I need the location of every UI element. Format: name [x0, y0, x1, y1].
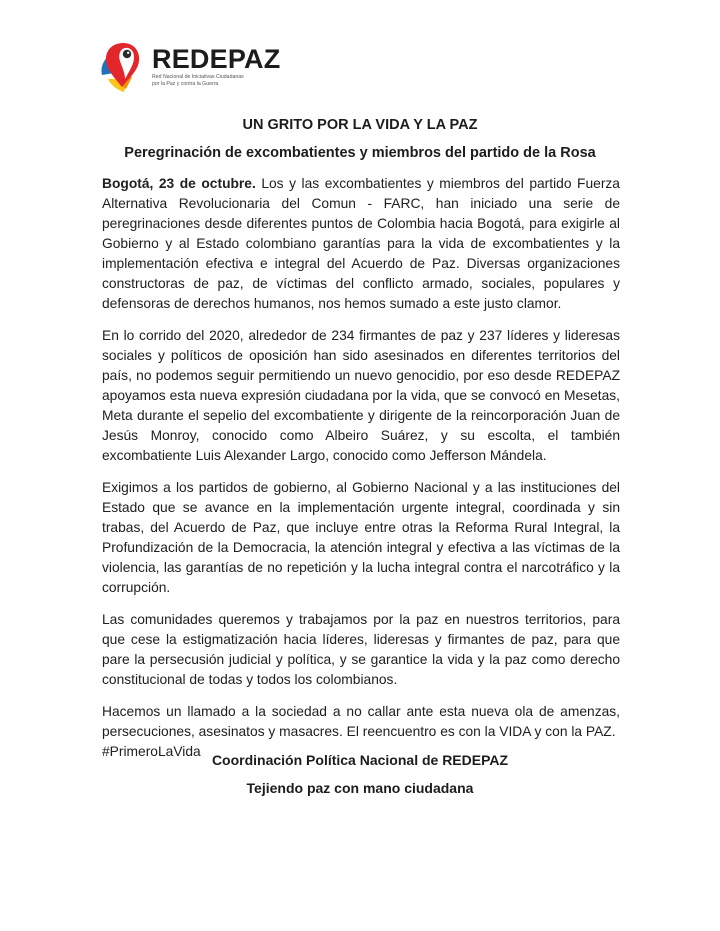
- paragraph-demands: Exigimos a los partidos de gobierno, al Gobierno Nacional y a las instituciones del Estado que se avance en la implementación urgente integral, coordinada y sin trabas, del Acuerdo de Paz, que incluye entre otras la Reforma Rural Integral, la Profundización de la Democracia, la atención integral y efectiva a las víctimas de la violencia, las garantías de no repetición y la lucha integral contra el narcotráfico y la corrupción.: [102, 480, 620, 595]
- paragraph-text: Hacemos un llamado a la sociedad a no callar ante esta nueva ola de amenzas, persecuciones, asesinatos y masacres. El reencuentro es con la VIDA y con la PAZ.: [102, 704, 620, 739]
- document-title: UN GRITO POR LA VIDA Y LA PAZ: [242, 117, 478, 133]
- paragraph-communities: Las comunidades queremos y trabajamos por la paz en nuestros territorios, para que cese la estigmatización hacia líderes, lideresas y firmantes de paz, para que pare la persecusión judicial y política, y se garantice la vida y la paz como derecho constitucional de todas y todos los colombianos.: [102, 612, 620, 687]
- logo-name: REDEPAZ: [152, 43, 281, 74]
- paragraph-text: Los y las excombatientes y miembros del partido Fuerza Alternativa Revolucionaria del Comun - FARC, han iniciado una serie de peregrinaciones desde diferentes puntos de Colombia hacia Bogotá, para exigirle al Gobierno y al Estado colombiano garantías para la vida de excombatientes y la implementación efectiva e integral del Acuerdo de Paz. Diversas organizaciones constructoras de paz, de víctimas del conflicto armado, sociales, populares y defensoras de derechos humanos, nos hemos sumado a este justo clamor.: [102, 176, 620, 311]
- signature-organization: Coordinación Política Nacional de REDEPAZ: [211, 752, 509, 768]
- dateline: Bogotá, 23 de octubre.: [102, 176, 256, 191]
- document-subtitle: Peregrinación de excombatientes y miembros del partido de la Rosa: [124, 145, 596, 161]
- logo-tagline-line1: Red Nacional de Iniciativas Ciudadanas: [152, 73, 244, 80]
- paragraph-intro: [102, 174, 620, 314]
- parrot-pin-icon: [98, 39, 148, 93]
- document-body: [102, 174, 620, 774]
- paragraph-statistics: En lo corrido del 2020, alrededor de 234 firmantes de paz y 237 líderes y lideresas sociales y políticos de oposición han sido asesinados en diferentes territorios del país, no podemos seguir permitiendo un nuevo genocidio, por eso desde REDEPAZ apoyamos esta nueva expresión ciudadana por la vida, que se convocó en Mesetas, Meta durante el sepelio del excombatiente y dirigente de la reincorporación Juan de Jesús Monroy, conocido como Albeiro Suárez, y su escolta, el también excombatiente Luis Alexander Largo, conocido como Jefferson Mándela.: [102, 328, 620, 463]
- redepaz-logo: [98, 38, 281, 94]
- logo-tagline-line2: por la Paz y contra la Guerra: [152, 81, 219, 87]
- hashtag: #PrimeroLaVida: [102, 744, 201, 759]
- signature-slogan: Tejiendo paz con mano ciudadana: [246, 780, 474, 796]
